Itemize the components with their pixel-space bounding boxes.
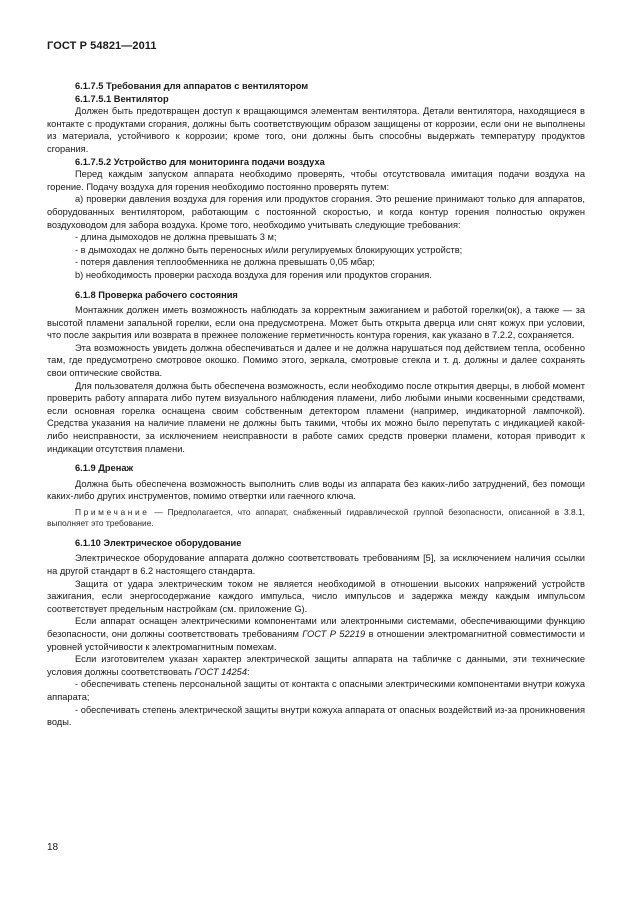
paragraph-text: Если изготовителем указан характер электрической защиты аппарата на табличке с данными, эти технические условия должны соответствовать [47, 654, 585, 677]
section-6-1-9-title: 6.1.9 Дренаж [75, 463, 134, 474]
paragraph: Должна быть обеспечена возможность выполнить слив воды из аппарата без каких-либо затруднений, без помощи каких-либо других инструментов, помимо отвертки или гаечного ключа. [47, 478, 585, 502]
standard-reference: ГОСТ Р 52219 [302, 628, 366, 639]
paragraph: Монтажник должен иметь возможность наблюдать за корректным зажиганием и работой горелки(ок), а также — за высотой пламени запальной горелки, если она предусмотрена. Может быть открыта дверца или снят кожух при условии, что после закрытия или возврата в прежнее положение герметичность контура горения, как указано в 7.2.2, сохраняется. [47, 305, 585, 341]
paragraph-text: : [246, 666, 250, 677]
note-label: Примечание [75, 507, 150, 517]
list-item: а) проверки давления воздуха для горения или продуктов сгорания. Это решение принимают только для аппаратов, оборудованных вентилятором, работающим с постоянной скоростью, и когда контур горения полностью окружен воздуховодом для забора воздуха. Кроме того, необходимо учитывать следующие требования: [47, 194, 585, 230]
paragraph: Перед каждым запуском аппарата необходимо проверять, чтобы отсутствовала имитация подачи воздуха на горение. Подачу воздуха для горения необходимо постоянно проверять путем: [47, 169, 585, 192]
note [47, 507, 585, 530]
list-item: - длина дымоходов не должна превышать 3 м; [75, 232, 277, 243]
list-item: - в дымоходах не должно быть переносных и/или регулируемых блокирующих устройств; [75, 244, 463, 255]
list-item: - обеспечивать степень персональной защиты от контакта с опасными электрическими компонентами внутри кожуха аппарата; [47, 679, 585, 702]
paragraph-text: Если аппарат оснащен электрическими компонентами или электронными системами, обеспечивающими функцию безопасности, они должны соответствовать требованиям [47, 616, 585, 639]
paragraph-text: в отношении электромагнитной совместимости и уровней устойчивости к электромагнитным помехам. [47, 628, 585, 652]
standard-reference: ГОСТ 14254 [194, 666, 247, 677]
paragraph: Эта возможность увидеть должна обеспечиваться и далее и не должна нарушаться под действием тепла, особенно там, где предусмотрено смотровое окошко. Помимо этого, зеркала, смотровые стекла и т. д. должны и далее сохранять свои оптические свойства. [47, 342, 585, 379]
document-body [47, 80, 585, 729]
page-number: 18 [47, 842, 59, 853]
paragraph: Должен быть предотвращен доступ к вращающимся элементам вентилятора. Детали вентилятора, находящиеся в контакте с продуктами сгорания, должны быть соответствующим образом защищены от коррозии, если они не выполнены из материала, устойчивого к коррозии; кроме того, они должны быть способны выдержать температуру продуктов сгорания. [47, 106, 585, 154]
list-item: - обеспечивать степень электрической защиты внутри кожуха аппарата от опасных воздействий из-за проникновения воды. [47, 704, 585, 728]
list-item: b) необходимость проверки расхода воздуха для горения или продуктов сгорания. [75, 269, 432, 280]
section-6-1-7-5-title: 6.1.7.5 Требования для аппаратов с вентилятором [75, 81, 309, 91]
section-6-1-7-5-1-title: 6.1.7.5.1 Вентилятор [75, 93, 169, 104]
document-header: ГОСТ Р 54821—2011 [47, 40, 157, 52]
paragraph: Для пользователя должна быть обеспечена возможность, если необходимо после открытия дверцы, в любой момент проверить работу аппарата либо путем визуального наблюдения пламени, либо любыми иными косвенными средствами, если основная горелка оснащена своим собственным детектором пламени (например, индикаторной лампочкой). Средства указания на наличие пламени не должны быть такими, чтобы их можно было перепутать с индикацией какой-либо неисправности, за исключением неисправности в работе самих средств проверки пламени, которая приводит к индикации отсутствия пламени. [47, 380, 585, 454]
section-6-1-7-5-2-title: 6.1.7.5.2 Устройство для мониторинга подачи воздуха [75, 156, 325, 167]
paragraph: Защита от удара электрическим током не является необходимой в отношении высоких напряжений устройств зажигания, если энергосодержание каждого импульса, число импульсов и задержка между каждым импульсом соответствует предельным настройкам (см. приложение G). [47, 578, 585, 614]
paragraph [47, 615, 585, 653]
paragraph: Электрическое оборудование аппарата должно соответствовать требованиям [5], за исключением наличия ссылки на другой стандарт в 6.2 настоящего стандарта. [47, 553, 585, 576]
note-text: — Предполагается, что аппарат, снабженный гидравлической группой безопасности, описанной в 3.8.1, выполняет это требование. [47, 507, 585, 529]
section-6-1-10-title: 6.1.10 Электрическое оборудование [75, 537, 242, 548]
list-item: - потеря давления теплообменника не должна превышать 0,05 мбар; [75, 257, 375, 268]
section-6-1-8-title: 6.1.8 Проверка рабочего состояния [75, 289, 238, 300]
paragraph [47, 653, 585, 678]
